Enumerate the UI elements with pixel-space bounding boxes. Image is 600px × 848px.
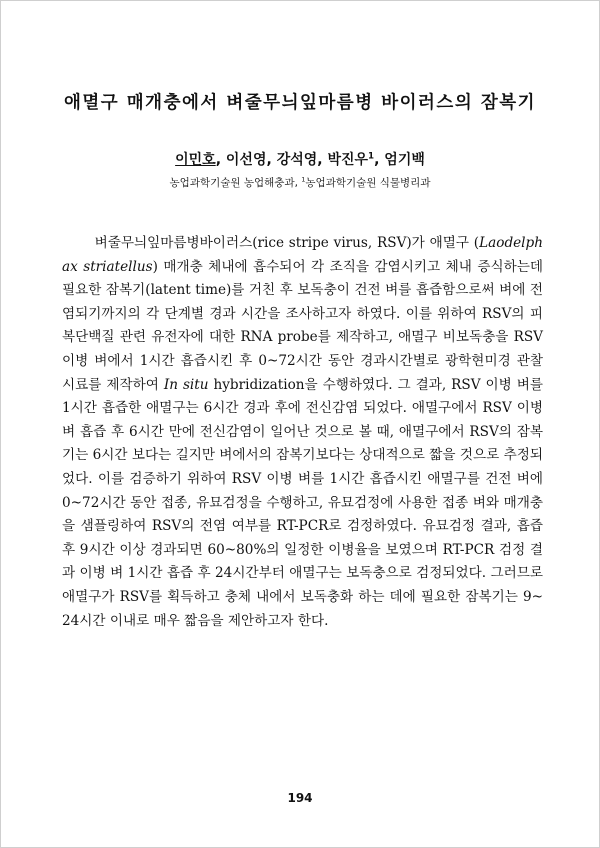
author-separator: , (317, 152, 328, 168)
abstract-text: 벼줄무늬잎마름병바이러스(rice stripe virus, RSV)가 애멸구 ( (94, 235, 480, 251)
author-name: 강석영 (276, 152, 318, 168)
method-term: In situ (163, 376, 209, 393)
abstract-text: ) 매개충 체내에 흡수되어 각 조직을 감염시키고 체내 증식하는데 필요한 잠복기(latent time)를 거친 후 보독충이 건전 벼를 흡즙함으로써 벼에 전염되기까지의 각 단계별 경과 시간을 조사하고자 하였다. 이를 위하여 RSV의 피복단백질 관련 유전자에 대한 RNA probe를 제작하고, 애멸구 비보독충을 RSV 이병 벼에서 1시간 흡즙시킨 후 0~72시간 동안 경과시간별로 광학현미경 관찰 시료를 제작하여 (62, 258, 543, 393)
author-name: 엄기백 (384, 152, 425, 168)
page-number: 194 (287, 791, 313, 805)
author-name: 박진우 (327, 152, 369, 168)
author-name: 이선영 (225, 152, 267, 168)
author-separator: , (266, 152, 277, 168)
affiliation-main: 농업과학기술원 농업해충과, (169, 177, 302, 189)
abstract-body (62, 232, 543, 633)
affiliation-marker: 1 (368, 151, 375, 162)
author-separator: , (374, 152, 385, 168)
author-separator: , (215, 152, 226, 168)
affiliation-second: 농업과학기술원 식물병리과 (305, 177, 431, 189)
species-name: Laodelphax striatellus (62, 235, 543, 275)
presenting-author: 이민호 (175, 152, 216, 168)
affiliation-marker: 1 (301, 175, 306, 184)
affiliation-line (1, 175, 599, 190)
paper-title: 애멸구 매개충에서 벼줄무늬잎마름병 바이러스의 잠복기 (63, 93, 537, 113)
abstract-text: hybridization을 수행하였다. 그 결과, RSV 이병 벼를 1시간 흡즙한 애멸구는 6시간 경과 후에 전신감염 되었다. 애멸구에서 RSV 이병 벼 흡즙 후 6시간 만에 전신감염이 일어난 것으로 볼 때, 애멸구에서 RSV의 잠복기는 6시간 보다는 길지만 벼에서의 잠복기보다는 상대적으로 짧을 것으로 추정되었다. 이를 검증하기 위하여 RSV 이병 벼를 1시간 흡즙시킨 애멸구를 건전 벼에 0~72시간 동안 접종, 유묘검정을 수행하고, 유묘검정에 사용한 접종 벼와 매개충을 샘플링하여 RSV의 전염 여부를 RT-PCR로 검정하였다. 유묘검정 결과, 흡즙 후 9시간 이상 경과되면 60~80%의 일정한 이병율을 보였으며 RT-PCR 검정 결과 이병 벼 1시간 흡즙 후 24시간부터 애멸구는 보독충으로 검정되었다. 그러므로 애멸구가 RSV를 획득하고 충체 내에서 보독충화 하는 데에 필요한 잠복기는 9~24시간 이내로 매우 짧음을 제안하고자 한다. (62, 376, 543, 629)
author-list (1, 149, 599, 169)
